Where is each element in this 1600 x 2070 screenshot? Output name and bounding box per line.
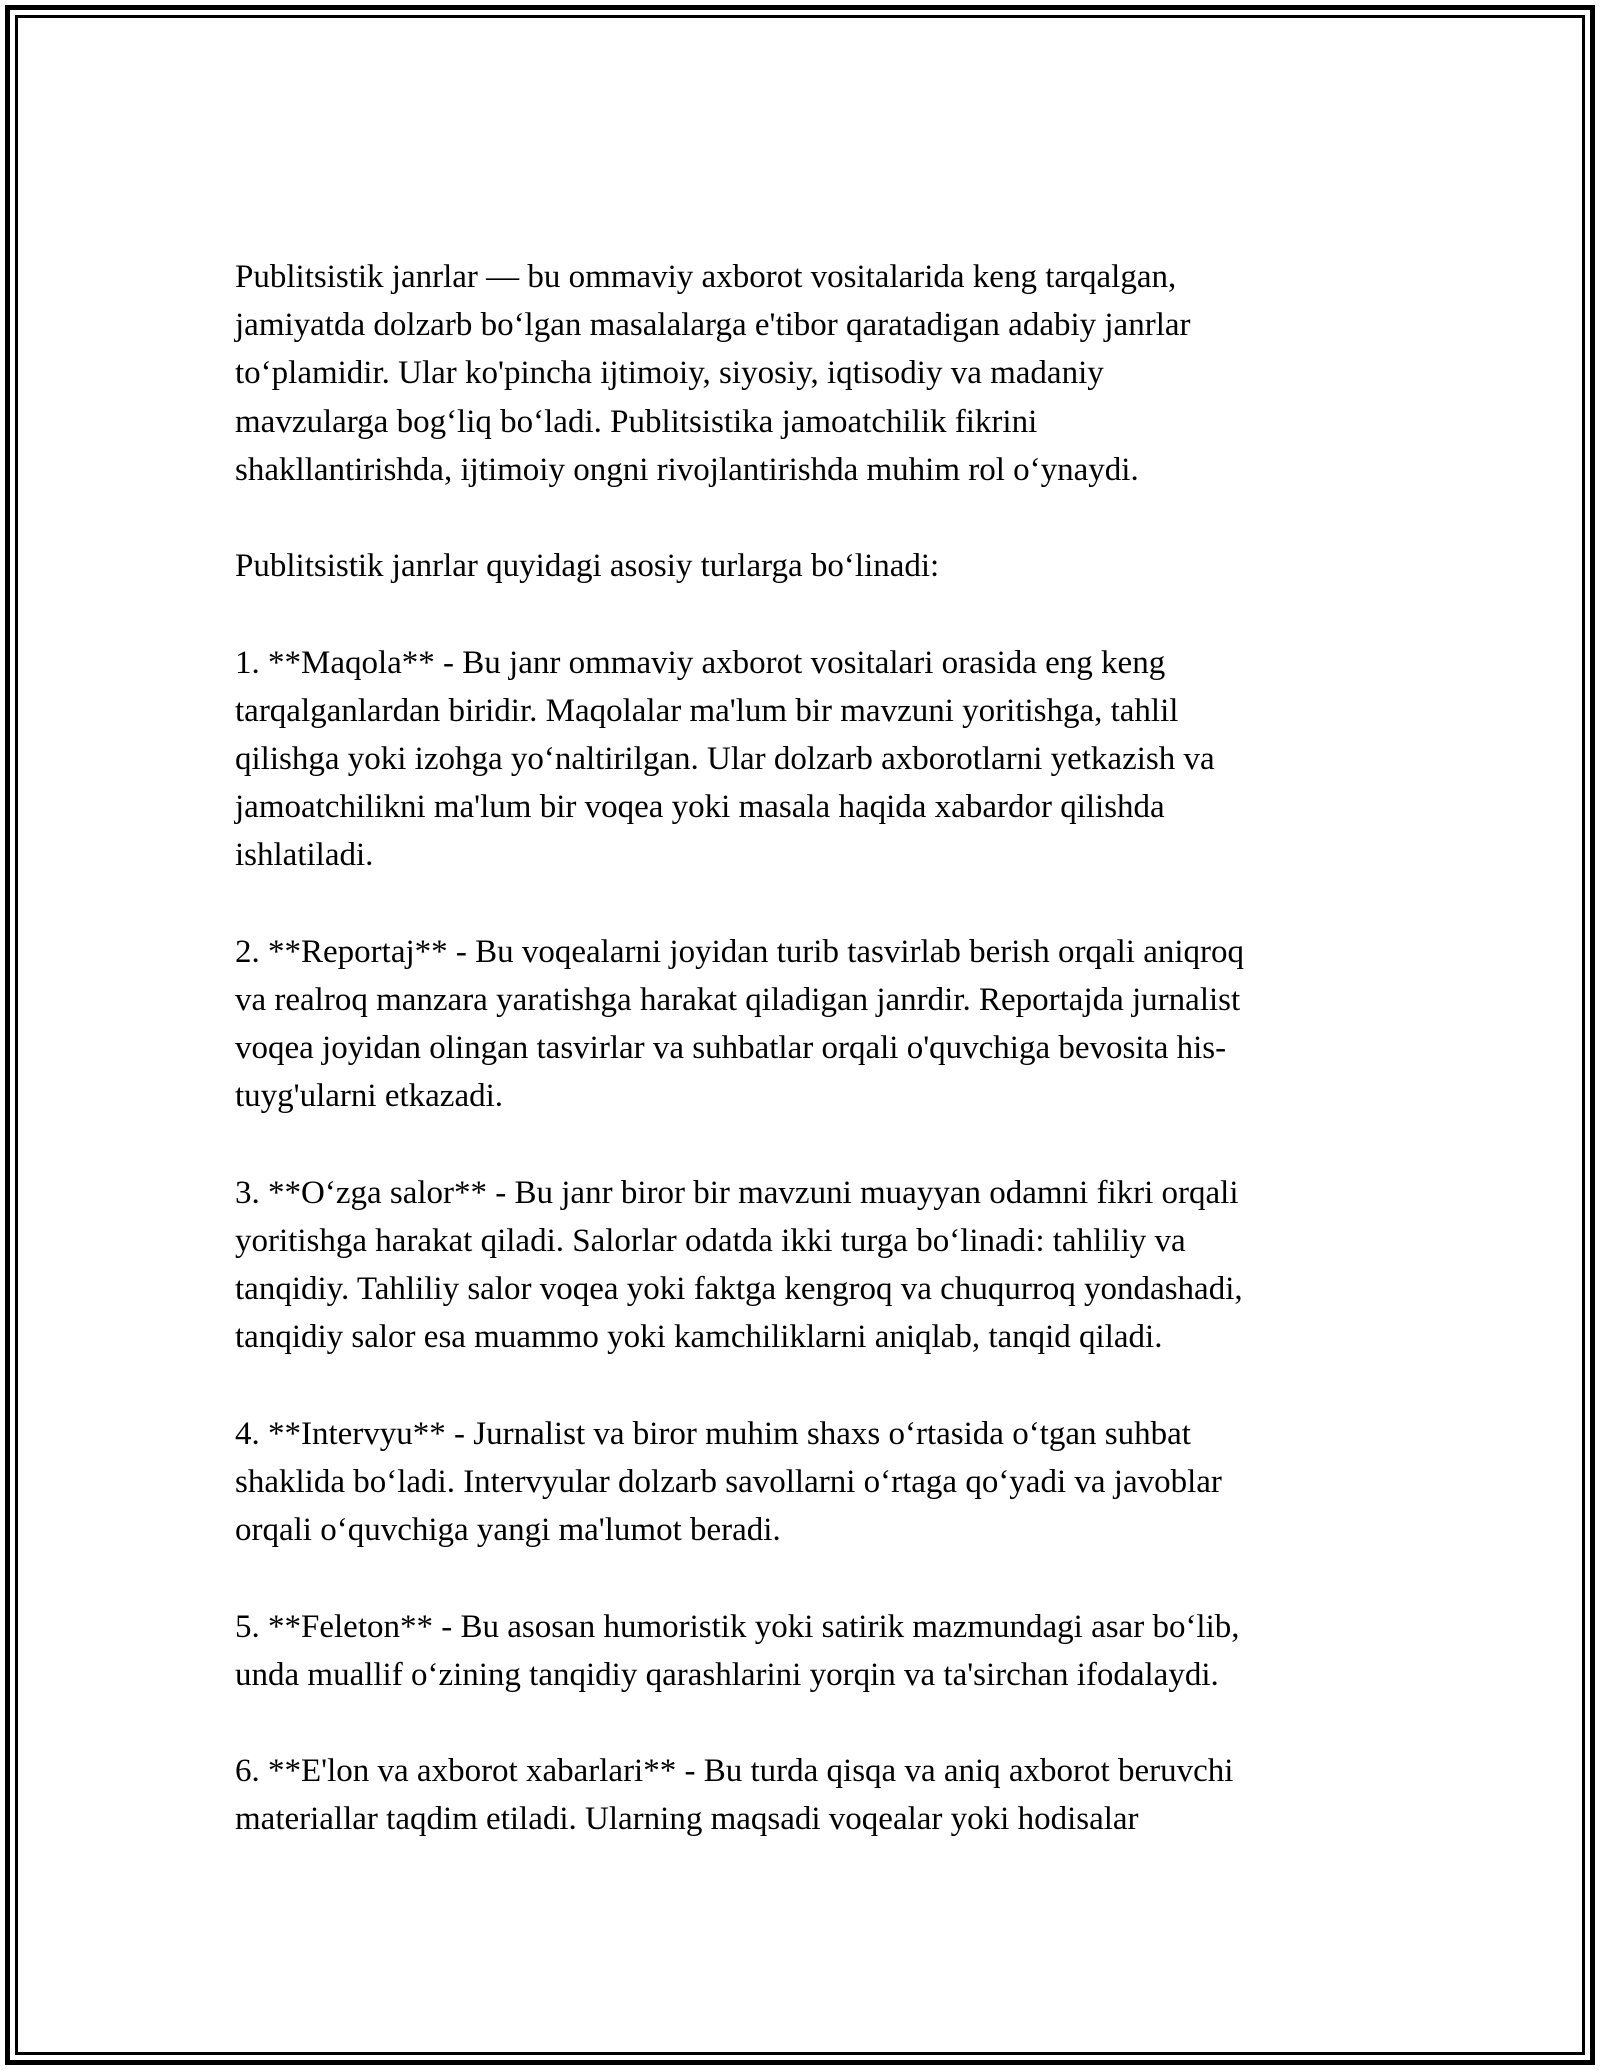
text-line: tanqidiy salor esa muammo yoki kamchiliklarni aniqlab, tanqid qiladi. — [235, 1319, 1163, 1356]
text-line: tarqalganlardan biridir. Maqolalar ma'lum bir mavzuni yoritishga, tahlil — [235, 692, 1179, 729]
text-line: 5. **Feleton** - Bu asosan humoristik yoki satirik mazmundagi asar bo‘lib, — [235, 1608, 1240, 1645]
text-line: mavzularga bog‘liq bo‘ladi. Publitsistika jamoatchilik fikrini — [235, 403, 1038, 440]
text-line: Publitsistik janrlar quyidagi asosiy turlarga bo‘linadi: — [235, 548, 940, 585]
text-line: 3. **O‘zga salor** - Bu janr biror bir mavzuni muayyan odamni fikri orqali — [235, 1174, 1239, 1211]
list-item-feleton — [235, 1603, 1375, 1699]
text-line: shakllantirishda, ijtimoiy ongni rivojlantirishda muhim rol o‘ynaydi. — [235, 451, 1139, 488]
text-line: shaklida bo‘ladi. Intervyular dolzarb savollarni o‘rtaga qo‘yadi va javoblar — [235, 1464, 1222, 1500]
text-line: jamoatchilikni ma'lum bir voqea yoki masala haqida xabardor qilishda — [235, 789, 1165, 826]
text-line: qilishga yoki izohga yo‘naltirilgan. Ular dolzarb axborotlarni yetkazish va — [235, 741, 1215, 777]
text-line: ishlatiladi. — [235, 837, 374, 874]
text-line: to‘plamidir. Ular ko'pincha ijtimoiy, siyosiy, iqtisodiy va madaniy — [235, 355, 1104, 392]
list-item-reportaj — [235, 928, 1375, 1121]
text-line: 6. **E'lon va axborot xabarlari** - Bu turda qisqa va aniq axborot beruvchi — [235, 1753, 1234, 1790]
text-line: tanqidiy. Tahliliy salor voqea yoki faktga kengroq va chuqurroq yondashadi, — [235, 1271, 1243, 1308]
text-line: tuyg'ularni etkazadi. — [235, 1078, 504, 1115]
list-item-elon — [235, 1747, 1375, 1843]
text-line: materiallar taqdim etiladi. Ularning maqsadi voqealar yoki hodisalar — [235, 1801, 1139, 1838]
text-line: unda muallif o‘zining tanqidiy qarashlarini yorqin va ta'sirchan ifodalaydi. — [235, 1656, 1219, 1693]
text-line: 2. **Reportaj** - Bu voqealarni joyidan turib tasvirlab berish orqali aniqroq — [235, 933, 1245, 970]
text-line: va realroq manzara yaratishga harakat qiladigan janrdir. Reportajda jurnalist — [235, 982, 1241, 1018]
text-line: yoritishga harakat qiladi. Salorlar odatda ikki turga bo‘linadi: tahliliy va — [235, 1223, 1186, 1259]
list-item-maqola — [235, 639, 1375, 880]
text-line: jamiyatda dolzarb bo‘lgan masalalarga e'tibor qaratadigan adabiy janrlar — [235, 307, 1191, 344]
text-line: 4. **Intervyu** - Jurnalist va biror muhim shaxs o‘rtasida o‘tgan suhbat — [235, 1415, 1191, 1452]
text-line: 1. **Maqola** - Bu janr ommaviy axborot vositalari orasida eng keng — [235, 644, 1166, 681]
list-item-ozga-salor — [235, 1169, 1375, 1362]
document-body — [235, 253, 1375, 1844]
list-item-intervyu — [235, 1410, 1375, 1555]
list-intro-paragraph — [235, 542, 1375, 590]
text-line: orqali o‘quvchiga yangi ma'lumot beradi. — [235, 1512, 781, 1549]
text-line: Publitsistik janrlar — bu ommaviy axborot vositalarida keng tarqalgan, — [235, 259, 1177, 295]
text-line: voqea joyidan olingan tasvirlar va suhbatlar orqali o'quvchiga bevosita his- — [235, 1030, 1227, 1067]
intro-paragraph — [235, 253, 1375, 494]
